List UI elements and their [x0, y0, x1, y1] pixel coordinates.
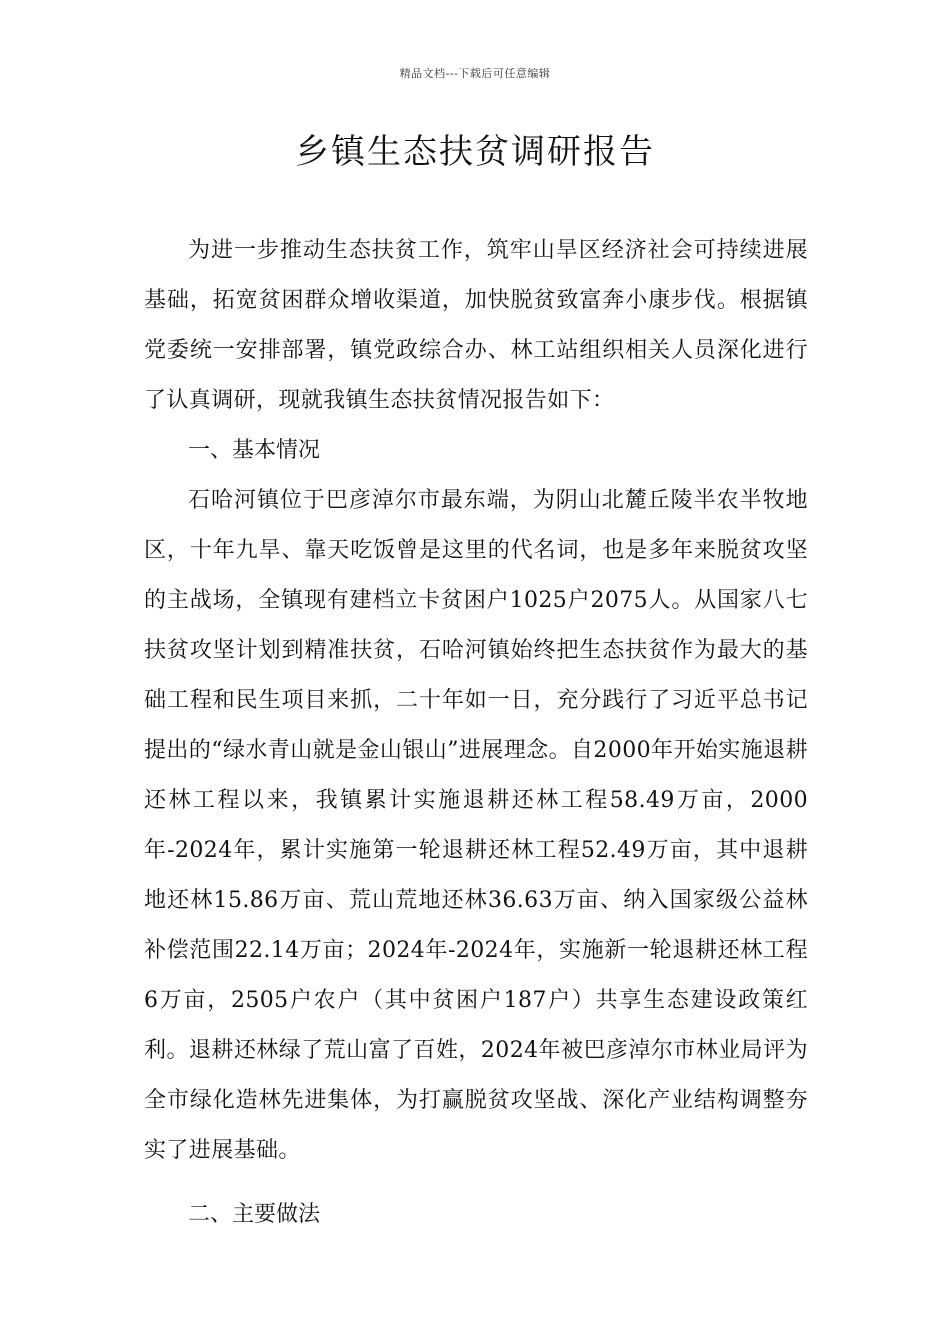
section-heading-main-practices: 二、主要做法 — [188, 1202, 321, 1227]
basic-situation-paragraph: 石哈河镇位于巴彦淖尔市最东端，为阴山北麓丘陵半农半牧地区，十年九旱、靠天吃饭曾是这里的代名词，也是多年来脱贫攻坚的主战场，全镇现有建档立卡贫困户1025户2075人。从国家八七扶贫攻坚计划到精准扶贫，石哈河镇始终把生态扶贫作为最大的基础工程和民生项目来抓，二十年如一日，充分践行了习近平总书记提出的“绿水青山就是金山银山”进展理念。自2000年开始实施退耕还林工程以来，我镇累计实施退耕还林工程58.49万亩，2000年-2024年，累计实施第一轮退耕还林工程52.49万亩，其中退耕地还林15.86万亩、荒山荒地还林36.63万亩、纳入国家级公益林补偿范围22.14万亩；2024年-2024年，实施新一轮退耕还林工程6万亩，2505户农户（其中贫困户187户）共享生态建设政策红利。退耕还林绿了荒山富了百姓，2024年被巴彦淖尔市林业局评为全市绿化造林先进集体，为打赢脱贫攻坚战、深化产业结构调整夯实了进展基础。 — [144, 488, 808, 1163]
document-title: 乡镇生态扶贫调研报告 — [295, 132, 655, 172]
paragraph-spacer — [144, 1176, 808, 1190]
intro-paragraph: 为进一步推动生态扶贫工作，筑牢山旱区经济社会可持续进展基础，拓宽贫困群众增收渠道，加快脱贫致富奔小康步伐。根据镇党委统一安排部署，镇党政综合办、林工站组织相关人员深化进行了认真调研，现就我镇生态扶贫情况报告如下： — [144, 238, 808, 413]
header-note: 精品文档---下载后可任意编辑 — [399, 67, 551, 80]
document-body — [144, 226, 808, 1240]
section-heading-basic-situation: 一、基本情况 — [188, 438, 321, 463]
